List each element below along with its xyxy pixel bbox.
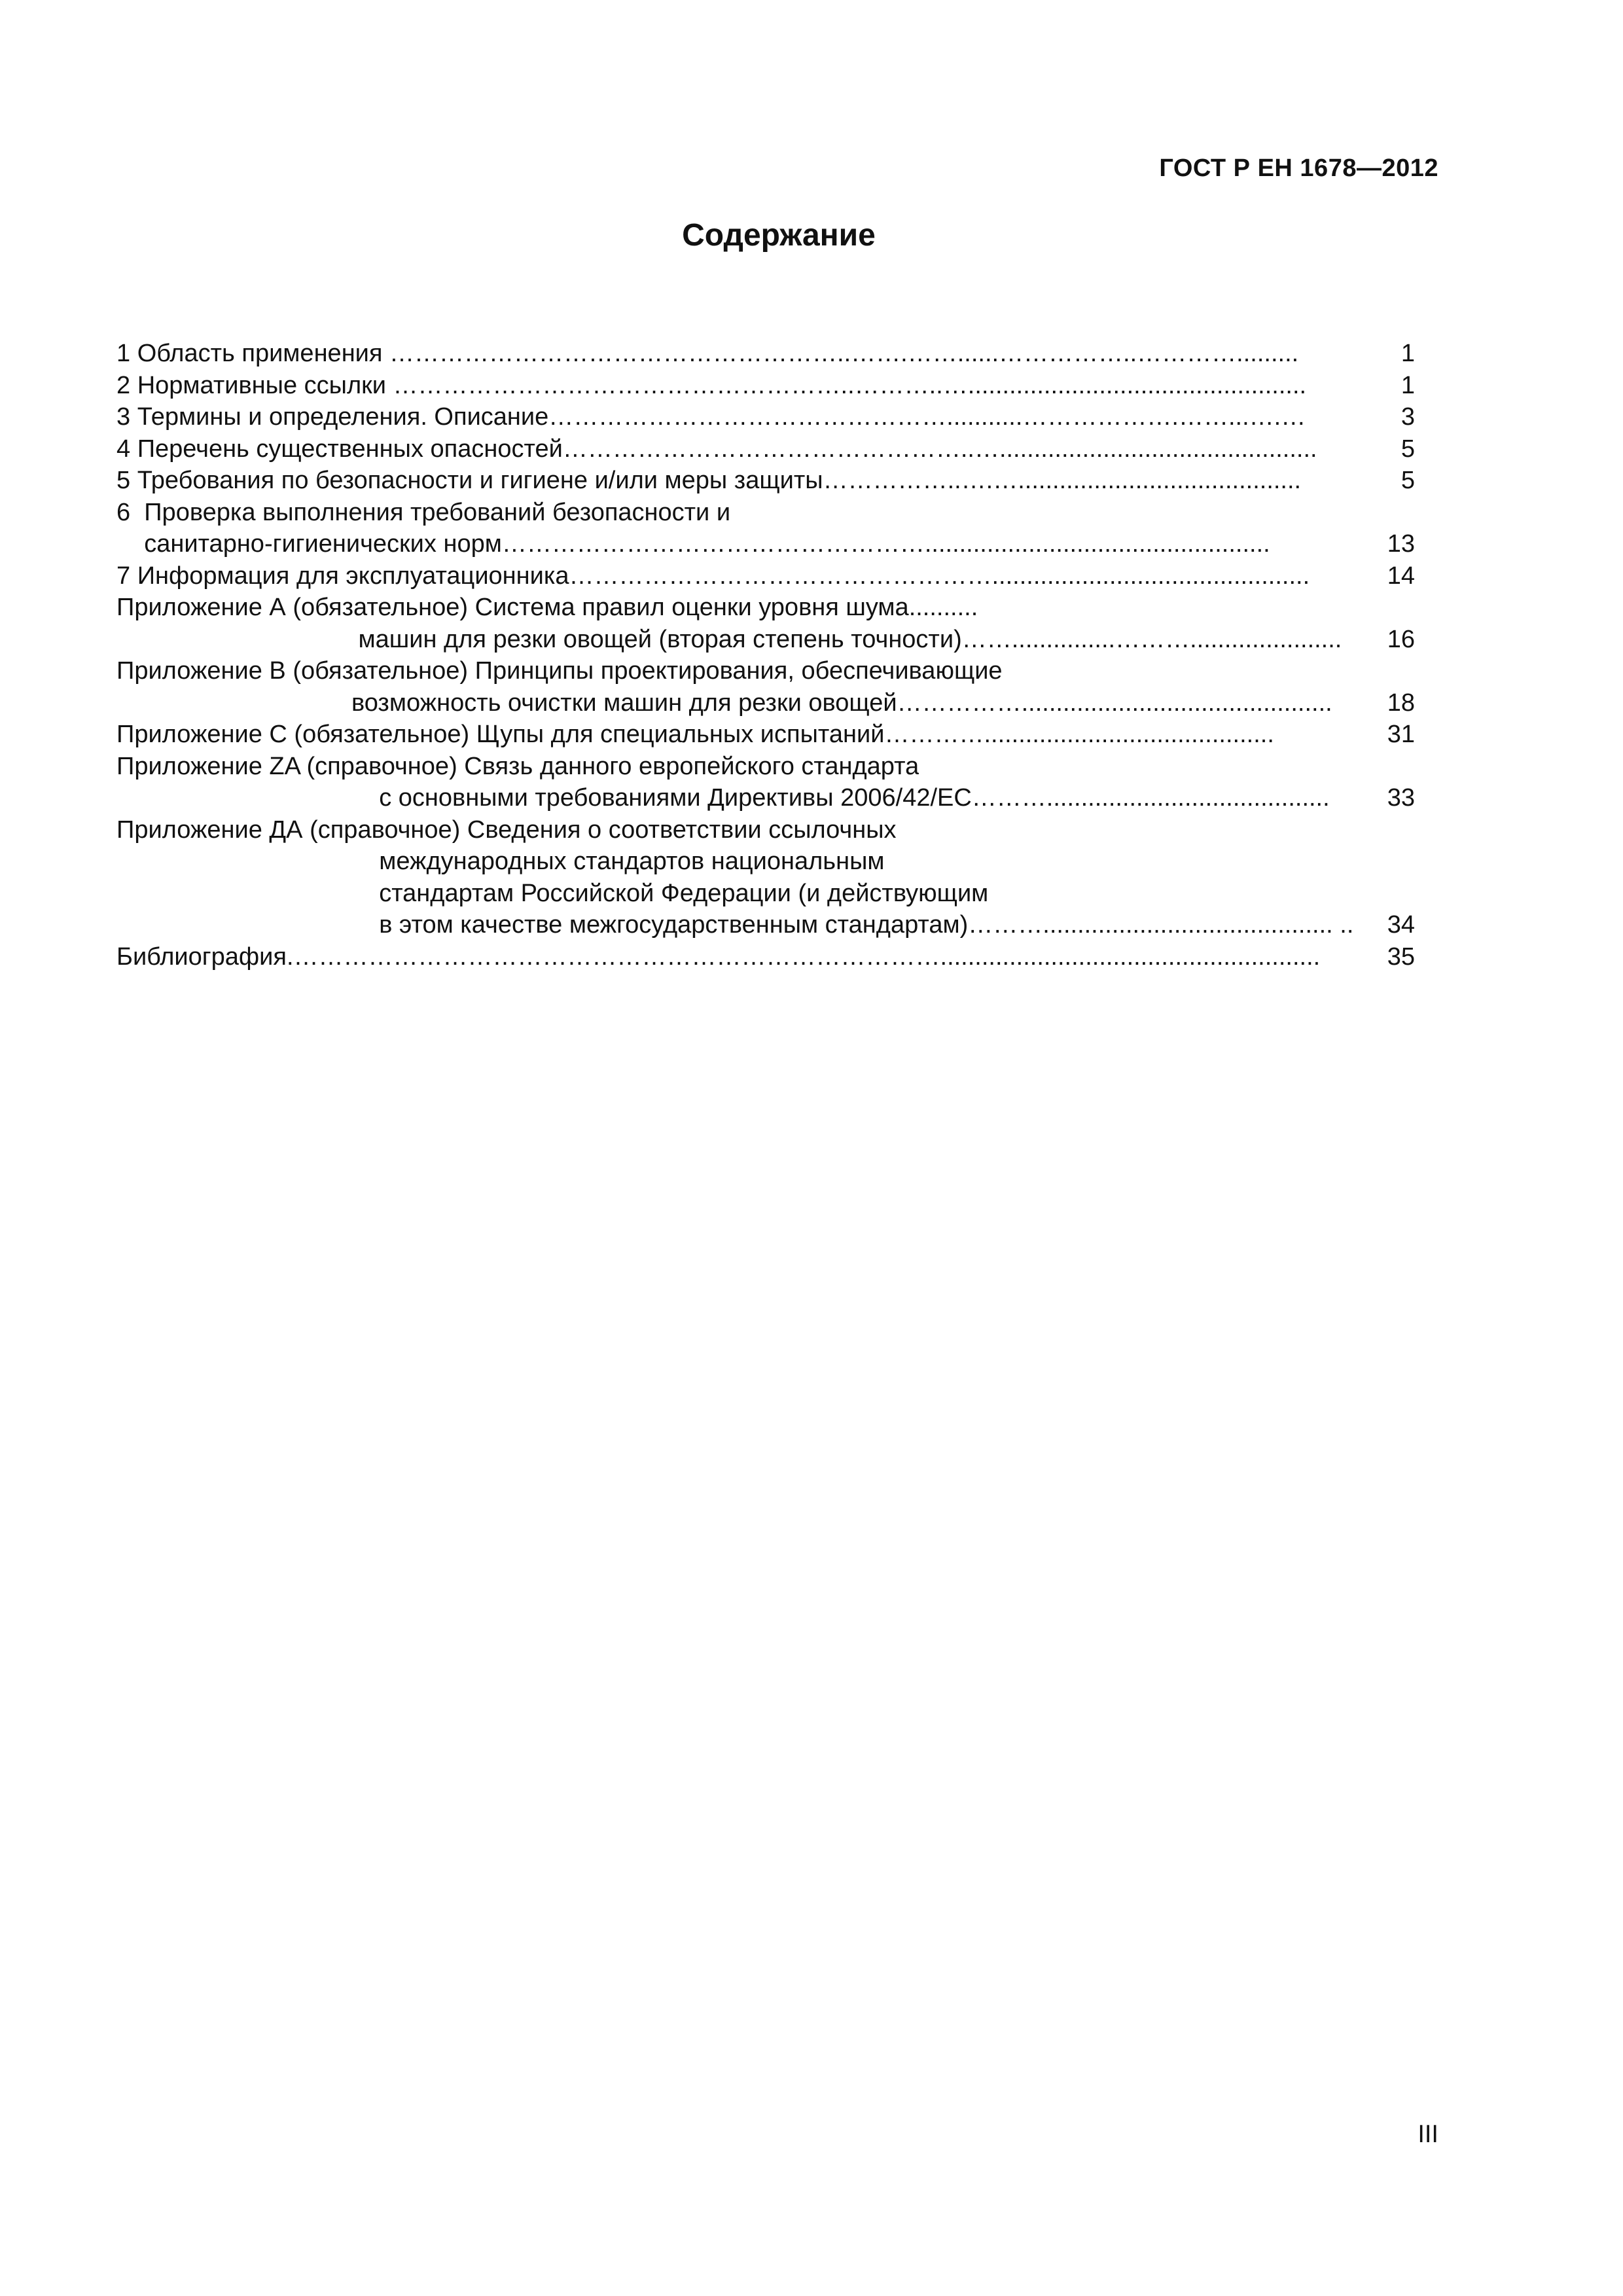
toc-entry-page: 18 <box>1387 689 1415 717</box>
toc-entry-text: Библиография.……………………………………………………………………....................................................... <box>116 942 1321 971</box>
toc-entry <box>116 560 1415 592</box>
toc-entry-text: 2 Нормативные ссылки ………………………………………………..………..…................................................. <box>116 371 1307 399</box>
toc-entry-page: 5 <box>1400 435 1415 463</box>
toc-entry <box>116 655 1415 687</box>
toc-entry-page: 1 <box>1400 340 1415 367</box>
toc-entry <box>116 370 1415 402</box>
toc-entry <box>116 465 1415 497</box>
toc-entry <box>116 941 1415 973</box>
toc-entry-page: 33 <box>1387 784 1415 812</box>
toc-entry-text: машин для резки овощей (вторая степень точности)……...............………...................... <box>116 625 1342 653</box>
toc-entry <box>116 846 1415 878</box>
toc-entry <box>116 687 1415 719</box>
toc-entry-page: 35 <box>1387 942 1415 971</box>
toc-entry <box>116 497 1415 529</box>
toc-entry <box>116 719 1415 751</box>
toc-entry-page: 14 <box>1387 562 1415 590</box>
toc-entry-text: стандартам Российской Федерации (и действующим <box>116 879 989 907</box>
page-title: Содержание <box>682 218 876 253</box>
toc-entry <box>116 909 1415 941</box>
toc-entry <box>116 814 1415 846</box>
toc-entry-text: с основными требованиями Директивы 2006/42/ЕС………......................................... <box>116 784 1330 812</box>
toc-entry-text: международных стандартов национальным <box>116 848 885 875</box>
toc-entry <box>116 338 1415 370</box>
toc-entry-text: Приложение В (обязательное) Принципы проектирования, обеспечивающие <box>116 657 1003 685</box>
toc-entry-text: 6 Проверка выполнения требований безопасности и <box>116 498 731 526</box>
toc-entry-text: 1 Область применения ………………………………………………..…….……......……………..…………......... <box>116 340 1299 367</box>
toc-entry-text: в этом качестве межгосударственным стандартам)……….......................................... .. <box>116 911 1354 939</box>
toc-entry-page: 3 <box>1400 403 1415 431</box>
toc-entry-page: 5 <box>1400 467 1415 494</box>
page-number: III <box>1418 2121 1438 2148</box>
toc-entry <box>116 401 1415 433</box>
toc-entry <box>116 782 1415 814</box>
toc-entry <box>116 878 1415 910</box>
toc-entry-page: 16 <box>1387 625 1415 653</box>
toc-entry <box>116 751 1415 783</box>
toc-entry-text: Приложение С (обязательное) Щупы для специальных испытаний………….......................................... <box>116 721 1274 748</box>
toc-entry <box>116 528 1415 560</box>
table-of-contents <box>116 338 1415 973</box>
toc-entry-text: возможность очистки машин для резки овощей……………............................................. <box>116 689 1332 717</box>
toc-entry-text: Приложение А (обязательное) Система правил оценки уровня шума.......... <box>116 594 978 621</box>
toc-entry <box>116 592 1415 624</box>
toc-entry-text: Приложение ZA (справочное) Связь данного европейского стандарта <box>116 752 919 780</box>
toc-entry-page: 34 <box>1387 911 1415 939</box>
document-code: ГОСТ Р ЕН 1678—2012 <box>1159 154 1438 182</box>
toc-entry <box>116 433 1415 465</box>
toc-entry-page: 13 <box>1387 530 1415 558</box>
toc-entry-text: 7 Информация для эксплуатационника…………………………………………….............................................. <box>116 562 1310 590</box>
toc-entry-text: Приложение ДА (справочное) Сведения о соответствии ссылочных <box>116 816 897 844</box>
toc-entry-text: санитарно-гигиенических норм…………………………………………….................................................. <box>116 530 1270 558</box>
toc-entry-page: 1 <box>1400 371 1415 399</box>
toc-entry-text: 5 Требования по безопасности и гигиене и/или меры защиты……………..….…......................................... <box>116 467 1302 494</box>
toc-entry-page: 31 <box>1387 721 1415 748</box>
toc-entry <box>116 624 1415 656</box>
toc-entry-text: 3 Термины и определения. Описание…………………………………………...........……………….……...….… <box>116 403 1306 431</box>
toc-entry-text: 4 Перечень существенных опасностей…………………………………………..….............................................. <box>116 435 1317 463</box>
